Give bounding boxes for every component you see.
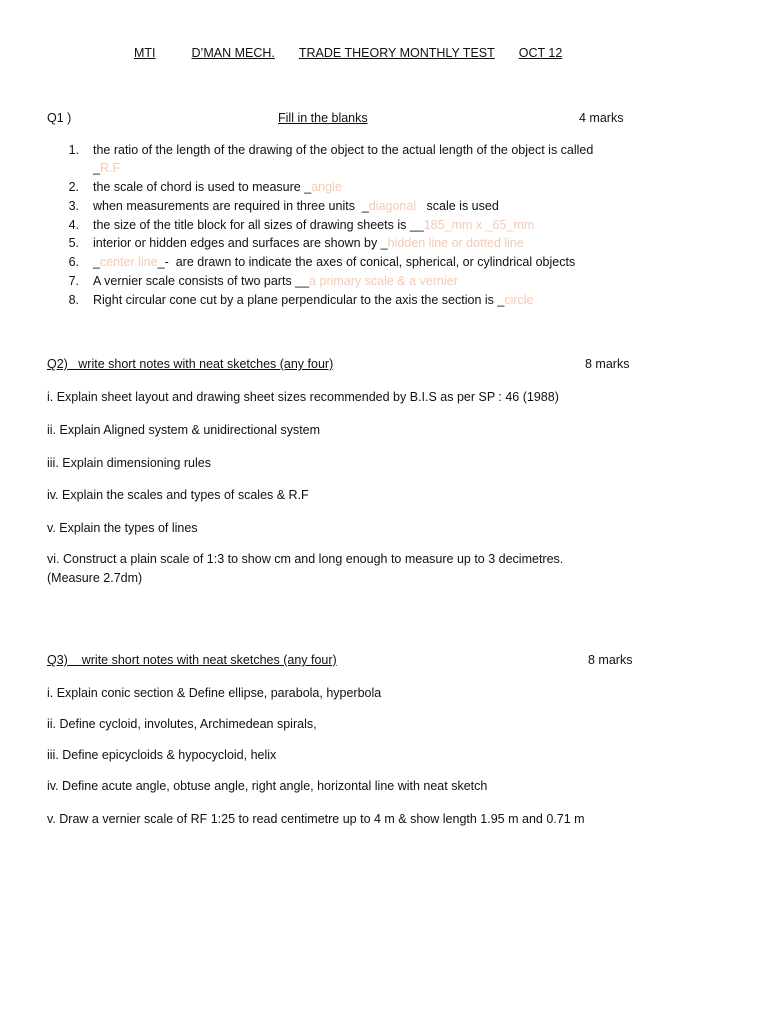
item-answer: 185_mm x _65_mm (423, 218, 535, 232)
header-institute: MTI (134, 46, 156, 60)
header-test: TRADE THEORY MONTHLY TEST (298, 46, 495, 60)
header-date: OCT 12 (518, 46, 563, 60)
item-text: the size of the title block for all sizes of drawing sheets is __ (93, 218, 424, 232)
q3-item: i. Explain conic section & Define ellipse, parabola, hyperbola (47, 686, 382, 700)
q3-item: iv. Define acute angle, obtuse angle, right angle, horizontal line with neat sketch (47, 779, 488, 793)
item-number: 6. (68, 255, 79, 269)
item-text: interior or hidden edges and surfaces are shown by _ (93, 236, 388, 250)
item-answer: a primary scale & a vernier (309, 274, 458, 288)
q2-item: i. Explain sheet layout and drawing sheet sizes recommended by B.I.S as per SP : 46 (1988) (47, 390, 559, 404)
q3-item: v. Draw a vernier scale of RF 1:25 to read centimetre up to 4 m & show length 1.95 m and 0.71 m (47, 812, 585, 826)
q2-item-continuation: (Measure 2.7dm) (47, 571, 143, 585)
q2-item: ii. Explain Aligned system & unidirectional system (47, 423, 321, 437)
item-text: the scale of chord is used to measure _ (93, 180, 312, 194)
item-text: _ (93, 255, 100, 269)
list-item-continuation (93, 160, 120, 176)
item-number: 5. (68, 236, 79, 250)
item-number: 8. (68, 293, 79, 307)
q2-item: iii. Explain dimensioning rules (47, 456, 211, 470)
item-blank: _ (93, 161, 100, 175)
item-number: 2. (68, 180, 79, 194)
item-text-after: scale is used (416, 199, 499, 213)
item-number: 1. (68, 143, 79, 157)
item-text: Right circular cone cut by a plane perpendicular to the axis the section is _ (93, 293, 505, 307)
item-text: the ratio of the length of the drawing of the object to the actual length of the object is called (93, 143, 594, 157)
q2-item: v. Explain the types of lines (47, 521, 198, 535)
item-answer: angle (311, 180, 342, 194)
item-text: when measurements are required in three units _ (93, 199, 369, 213)
q3-item: iii. Define epicycloids & hypocycloid, helix (47, 748, 277, 762)
item-text: A vernier scale consists of two parts __ (93, 274, 310, 288)
q2-item: iv. Explain the scales and types of scales & R.F (47, 488, 309, 502)
q2-marks: 8 marks (585, 357, 630, 371)
item-answer: diagonal (368, 199, 417, 213)
item-text-after: _- are drawn to indicate the axes of conical, spherical, or cylindrical objects (157, 255, 576, 269)
q1-title: Fill in the blanks (278, 111, 368, 125)
q3-item: ii. Define cycloid, involutes, Archimedean spirals, (47, 717, 317, 731)
header-trade: D’MAN MECH. (191, 46, 275, 60)
q3-title: Q3) write short notes with neat sketches (any four) (47, 653, 337, 667)
item-answer: center line (99, 255, 158, 269)
document-header (134, 45, 562, 61)
q1-marks: 4 marks (579, 111, 624, 125)
item-number: 7. (68, 274, 79, 288)
q1-label: Q1 ) (47, 111, 72, 125)
item-answer: R.F (99, 161, 121, 175)
item-answer: circle (504, 293, 534, 307)
q2-item: vi. Construct a plain scale of 1:3 to show cm and long enough to measure up to 3 decimetres. (47, 552, 564, 566)
q2-title: Q2) write short notes with neat sketches (any four) (47, 357, 334, 371)
q3-marks: 8 marks (588, 653, 633, 667)
item-number: 4. (68, 218, 79, 232)
item-answer: hidden line or dotted line (387, 236, 524, 250)
item-number: 3. (68, 199, 79, 213)
